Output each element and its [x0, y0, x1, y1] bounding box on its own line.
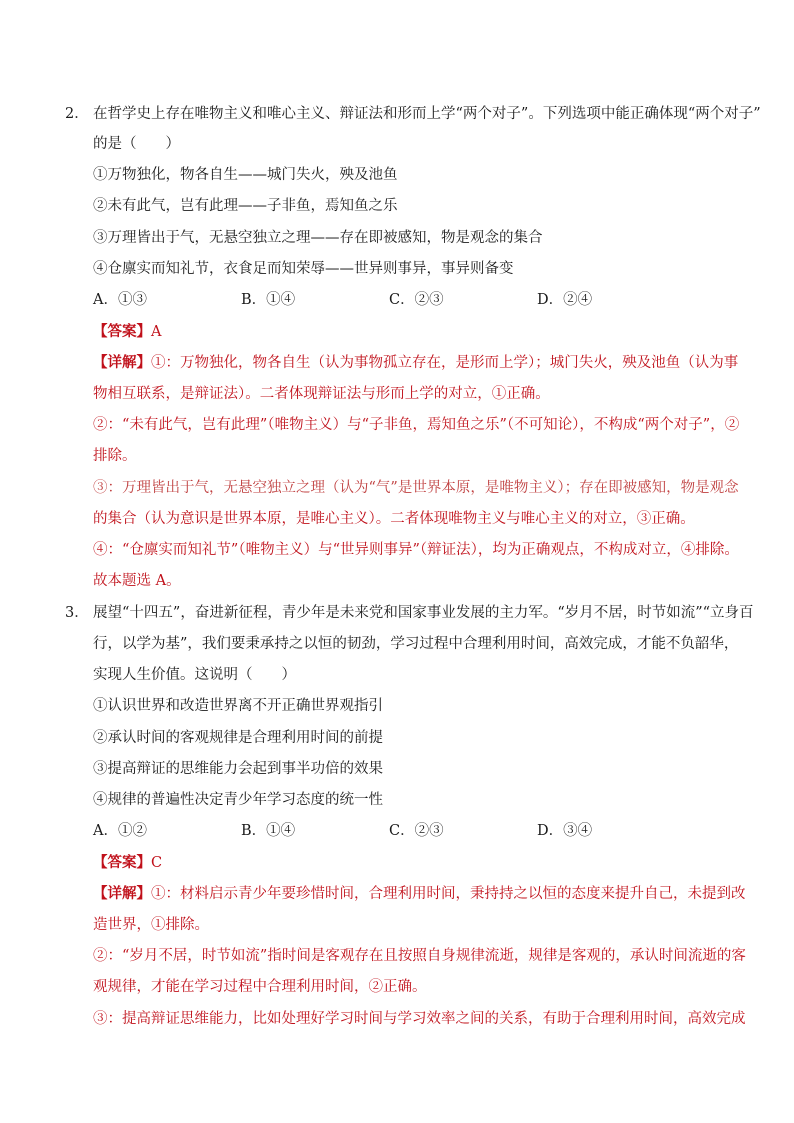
q2-option-c: C．②③ [389, 292, 444, 308]
q3-item-4: ④规律的普遍性决定青少年学习态度的统一性 [93, 792, 383, 808]
q3-answer-value: C [151, 855, 163, 871]
q2-option-b: B．①④ [241, 292, 296, 308]
q3-detail-line5: ③：提高辩证思维能力，比如处理好学习时间与学习效率之间的关系，有助于合理利用时间，高效完成 [93, 1011, 746, 1027]
q3-item-2: ②承认时间的客观规律是合理利用时间的前提 [93, 730, 383, 746]
q2-item-4: ④仓廪实而知礼节，衣食足而知荣辱——世异则事异，事异则备变 [93, 261, 514, 277]
q3-options [93, 821, 733, 841]
q2-number: 2． [65, 106, 89, 122]
q3-stem-line2: 行，以学为基”，我们要秉承持之以恒的韧劲，学习过程中合理利用时间，高效完成，才能不负韶华， [93, 636, 739, 652]
q3-item-1: ①认识世界和改造世界离不开正确世界观指引 [93, 698, 383, 714]
q2-option-a: A．①③ [93, 292, 147, 308]
q2-stem-line1: 2． 在哲学史上存在唯物主义和唯心主义、辩证法和形而上学“两个对子”。下列选项中能正确体现“两个对子” [65, 106, 761, 122]
q2-item-2: ②未有此气，岂有此理——子非鱼，焉知鱼之乐 [93, 198, 398, 214]
q3-option-d: D．③④ [537, 823, 593, 839]
q3-answer-label: 【答案】 [93, 854, 151, 871]
q3-stem-line3: 实现人生价值。这说明（ ） [93, 667, 296, 683]
q2-answer [93, 322, 733, 342]
q2-item-1: ①万物独化，物各自生——城门失火，殃及池鱼 [93, 167, 398, 183]
q3-detail-line3: ②：“岁月不居，时节如流”指时间是客观存在且按照自身规律流逝，规律是客观的，承认时间流逝的客 [93, 948, 746, 964]
q3-option-b: B．①④ [241, 823, 296, 839]
q2-detail-line4: 排除。 [93, 448, 137, 464]
q2-detail-line7: ④：“仓廪实而知礼节”（唯物主义）与“世异则事异”（辩证法），均为正确观点，不构成对立，④排除。 [93, 542, 739, 558]
q2-option-d: D．②④ [537, 292, 593, 308]
q2-detail-line1: 【详解】①：万物独化，物各自生（认为事物孤立存在，是形而上学）；城门失火，殃及池鱼（认为事 [93, 354, 739, 371]
q2-answer-label: 【答案】 [93, 323, 151, 340]
q2-detail-line3: ②：“未有此气，岂有此理”（唯物主义）与“子非鱼，焉知鱼之乐”（不可知论），不构成“两个对子”，② [93, 417, 740, 433]
q2-detail-label: 【详解】 [93, 354, 151, 371]
q2-detail-line2: 物相互联系，是辩证法）。二者体现辩证法与形而上学的对立，①正确。 [93, 386, 550, 402]
q3-number: 3． [65, 605, 89, 621]
q2-options [93, 290, 733, 310]
q3-detail-line2: 造世界，①排除。 [93, 917, 209, 933]
q2-answer-value: A [151, 324, 162, 340]
q3-answer [93, 853, 733, 873]
q2-item-3: ③万理皆出于气，无悬空独立之理——存在即被感知，物是观念的集合 [93, 230, 543, 246]
q3-stem-line1: 3． 展望“十四五”，奋进新征程，青少年是未来党和国家事业发展的主力军。“岁月不居，时节如流”“立身百 [65, 605, 754, 621]
q2-detail-line6: 的集合（认为意识是世界本原，是唯心主义）。二者体现唯物主义与唯心主义的对立，③正确。 [93, 511, 695, 527]
q3-detail-line1: 【详解】①：材料启示青少年要珍惜时间，合理利用时间，秉持持之以恒的态度来提升自己，未提到改 [93, 885, 746, 902]
q2-detail-line5: ③：万理皆出于气，无悬空独立之理（认为“气”是世界本原，是唯物主义）；存在即被感知，物是观念 [93, 480, 739, 496]
q2-detail-line8: 故本题选 A。 [93, 573, 181, 589]
q3-detail-label: 【详解】 [93, 885, 151, 902]
q2-stem-line2: 的是（ ） [93, 136, 180, 152]
q3-option-a: A．①② [93, 823, 147, 839]
q3-detail-line4: 观规律，才能在学习过程中合理利用时间，②正确。 [93, 979, 427, 995]
q3-item-3: ③提高辩证的思维能力会起到事半功倍的效果 [93, 761, 383, 777]
q3-option-c: C．②③ [389, 823, 444, 839]
